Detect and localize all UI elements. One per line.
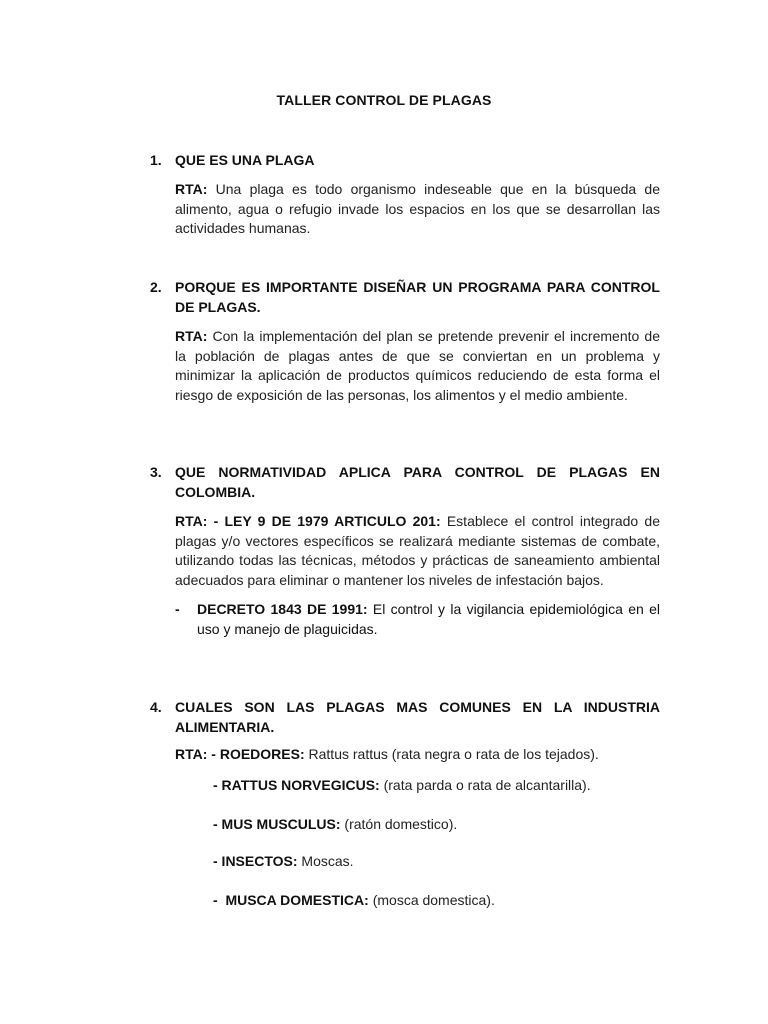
decree-text: El control y la vigilancia epidemiológica en el uso y manejo de plaguicidas. (197, 601, 660, 637)
question-4 (150, 697, 660, 765)
question-1 (150, 150, 660, 239)
answer-text: Con la implementación del plan se pretende prevenir el incremento de la población de plagas antes de que se conviertan en un problema y minimizar la aplicación de productos químicos reduciendo de esta forma el riesgo de exposición de las personas, los alimentos y el medio ambiente. (175, 328, 660, 403)
answer-text: Rattus rattus (rata negra o rata de los tejados). (304, 746, 599, 762)
pest-label: - INSECTOS: (213, 853, 298, 869)
answer-label: RTA: (175, 181, 208, 197)
question-2 (150, 277, 660, 405)
question-heading (150, 462, 660, 502)
pest-label: - MUSCA DOMESTICA: (213, 892, 369, 908)
question-number: 4. (150, 699, 162, 715)
question-3 (150, 462, 660, 639)
question-text: QUE ES UNA PLAGA (175, 152, 315, 168)
question-text: PORQUE ES IMPORTANTE DISEÑAR UN PROGRAMA PARA CONTROL DE PLAGAS. (175, 279, 660, 315)
answer-label: RTA: - ROEDORES: (175, 746, 305, 762)
answer-paragraph (175, 327, 660, 405)
question-number: 2. (150, 279, 162, 295)
answer-paragraph (175, 745, 660, 765)
pest-item (213, 851, 354, 871)
pest-item (213, 890, 495, 910)
question-heading (150, 697, 660, 737)
answer-text: Una plaga es todo organismo indeseable que en la búsqueda de alimento, agua o refugio invade los espacios en los que se desarrollan las actividades humanas. (175, 181, 660, 236)
question-text: QUE NORMATIVIDAD APLICA PARA CONTROL DE PLAGAS EN COLOMBIA. (175, 464, 660, 500)
pest-text: (rata parda o rata de alcantarilla). (379, 777, 591, 793)
answer-text: Establece el control integrado de plagas y/o vectores específicos se realizará mediante sistemas de combate, utilizando todas las técnicas, métodos y prácticas de saneamiento ambiental adecuados para eliminar o mantener los niveles de infestación bajos. (175, 513, 660, 588)
question-heading (150, 150, 660, 170)
answer-label: RTA: - LEY 9 DE 1979 ARTICULO 201: (175, 513, 441, 529)
answer-paragraph (175, 180, 660, 239)
document-title: TALLER CONTROL DE PLAGAS (276, 92, 492, 108)
pest-text: (mosca domestica). (368, 892, 495, 908)
pest-item (213, 775, 591, 795)
decree-label: DECRETO 1843 DE 1991: (197, 601, 368, 617)
answer-paragraph (175, 512, 660, 590)
list-dash: - (175, 601, 180, 617)
answer-label: RTA: (175, 328, 208, 344)
question-text: CUALES SON LAS PLAGAS MAS COMUNES EN LA INDUSTRIA ALIMENTARIA. (175, 699, 660, 735)
pest-label: - RATTUS NORVEGICUS: (213, 777, 380, 793)
decree-paragraph (197, 600, 660, 639)
question-number: 1. (150, 152, 162, 168)
pest-label: - MUS MUSCULUS: (213, 816, 341, 832)
decree-item (175, 600, 660, 639)
question-heading (150, 277, 660, 317)
pest-text: Moscas. (297, 853, 354, 869)
pest-item (213, 814, 457, 834)
pest-text: (ratón domestico). (340, 816, 458, 832)
question-number: 3. (150, 464, 162, 480)
